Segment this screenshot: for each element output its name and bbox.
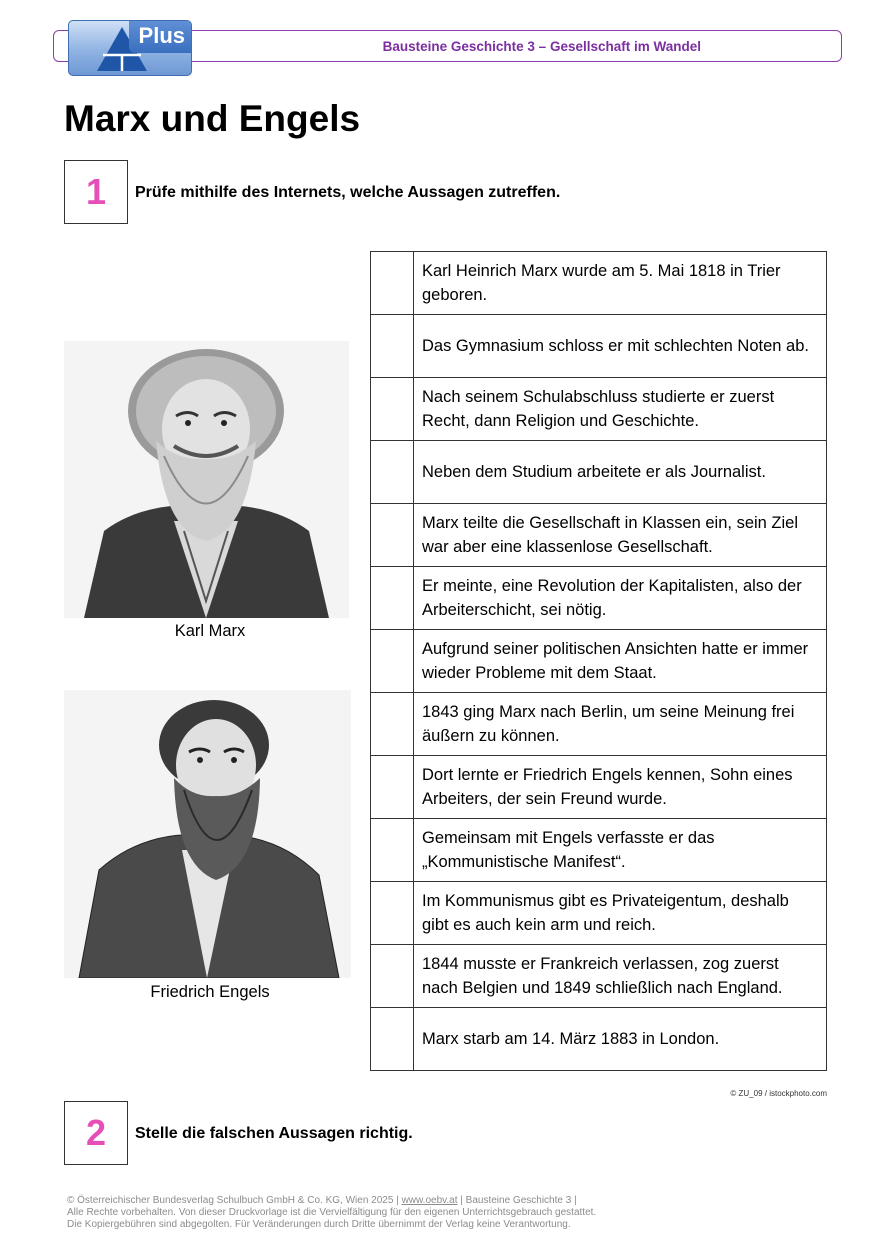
statement-text: Marx teilte die Gesellschaft in Klassen ein, sein Ziel war aber eine klassenlose Gesellschaft.	[414, 504, 827, 567]
footer-line: Die Kopiergebühren sind abgegolten. Für Veränderungen durch Dritte übernimmt der Verlag keine Verantwortung.	[67, 1219, 571, 1230]
table-row	[371, 315, 827, 378]
statement-text: Im Kommunismus gibt es Privateigentum, deshalb gibt es auch kein arm und reich.	[414, 882, 827, 945]
table-row	[371, 945, 827, 1008]
logo-label: Plus	[138, 23, 185, 48]
checkbox-cell[interactable]	[371, 504, 414, 567]
publisher-link[interactable]: www.oebv.at	[401, 1195, 458, 1206]
page-title: Marx und Engels	[64, 98, 361, 139]
checkbox-cell[interactable]	[371, 567, 414, 630]
series-title: Bausteine Geschichte 3 – Gesellschaft im Wandel	[382, 39, 701, 54]
checkbox-cell[interactable]	[371, 378, 414, 441]
footer-series: | Bausteine Geschichte 3 |	[457, 1195, 577, 1206]
portrait-karl-marx	[64, 341, 349, 618]
footer-line: Alle Rechte vorbehalten. Von dieser Druckvorlage ist die Vervielfältigung für den eigenen Unterrichtsgebrauch gestattet.	[67, 1207, 597, 1218]
logo-tab	[129, 21, 191, 53]
checkbox-cell[interactable]	[371, 945, 414, 1008]
statement-text: Gemeinsam mit Engels verfasste er das „Kommunistische Manifest“.	[414, 819, 827, 882]
table-row	[371, 819, 827, 882]
table-row	[371, 756, 827, 819]
table-row	[371, 504, 827, 567]
statement-text: 1843 ging Marx nach Berlin, um seine Meinung frei äußern zu können.	[414, 693, 827, 756]
checkbox-cell[interactable]	[371, 315, 414, 378]
statement-text: Nach seinem Schulabschluss studierte er zuerst Recht, dann Religion und Geschichte.	[414, 378, 827, 441]
statement-text: Das Gymnasium schloss er mit schlechten Noten ab.	[414, 315, 827, 378]
checkbox-cell[interactable]	[371, 756, 414, 819]
footer-copyright: © Österreichischer Bundesverlag Schulbuch GmbH & Co. KG, Wien 2025 |	[67, 1195, 402, 1206]
checkbox-cell[interactable]	[371, 693, 414, 756]
table-row	[371, 378, 827, 441]
statement-text: Karl Heinrich Marx wurde am 5. Mai 1818 in Trier geboren.	[414, 252, 827, 315]
table-row	[371, 693, 827, 756]
table-row	[371, 1008, 827, 1071]
statement-text: Aufgrund seiner politischen Ansichten hatte er immer wieder Probleme mit dem Staat.	[414, 630, 827, 693]
checkbox-cell[interactable]	[371, 441, 414, 504]
checkbox-cell[interactable]	[371, 252, 414, 315]
statement-text: Er meinte, eine Revolution der Kapitalisten, also der Arbeiterschicht, sei nötig.	[414, 567, 827, 630]
checkbox-cell[interactable]	[371, 630, 414, 693]
table-row	[371, 630, 827, 693]
table-row	[371, 252, 827, 315]
statement-text: Neben dem Studium arbeitete er als Journalist.	[414, 441, 827, 504]
footer-line	[67, 1195, 596, 1207]
checkbox-cell[interactable]	[371, 819, 414, 882]
image-credit: © ZU_09 / istockphoto.com	[730, 1089, 827, 1098]
portrait-caption: Karl Marx	[174, 622, 246, 640]
task-instruction: Prüfe mithilfe des Internets, welche Aussagen zutreffen.	[135, 184, 561, 201]
task-number-box: 1	[64, 160, 128, 224]
publisher-logo	[68, 20, 192, 76]
table-row	[371, 567, 827, 630]
portrait-caption: Friedrich Engels	[150, 983, 270, 1001]
statement-text: Dort lernte er Friedrich Engels kennen, Sohn eines Arbeiters, der sein Freund wurde.	[414, 756, 827, 819]
task-instruction: Stelle die falschen Aussagen richtig.	[135, 1125, 413, 1142]
table-row	[371, 441, 827, 504]
engraving-illustration-icon	[64, 341, 349, 618]
checkbox-cell[interactable]	[371, 1008, 414, 1071]
checkbox-cell[interactable]	[371, 882, 414, 945]
statements-table	[370, 251, 827, 1071]
statement-text: 1844 musste er Frankreich verlassen, zog zuerst nach Belgien und 1849 schließlich nach England.	[414, 945, 827, 1008]
statement-text: Marx starb am 14. März 1883 in London.	[414, 1008, 827, 1071]
engraving-illustration-icon	[64, 690, 351, 978]
table-row	[371, 882, 827, 945]
portrait-friedrich-engels	[64, 690, 351, 978]
task-number-box: 2	[64, 1101, 128, 1165]
footer	[67, 1195, 596, 1231]
